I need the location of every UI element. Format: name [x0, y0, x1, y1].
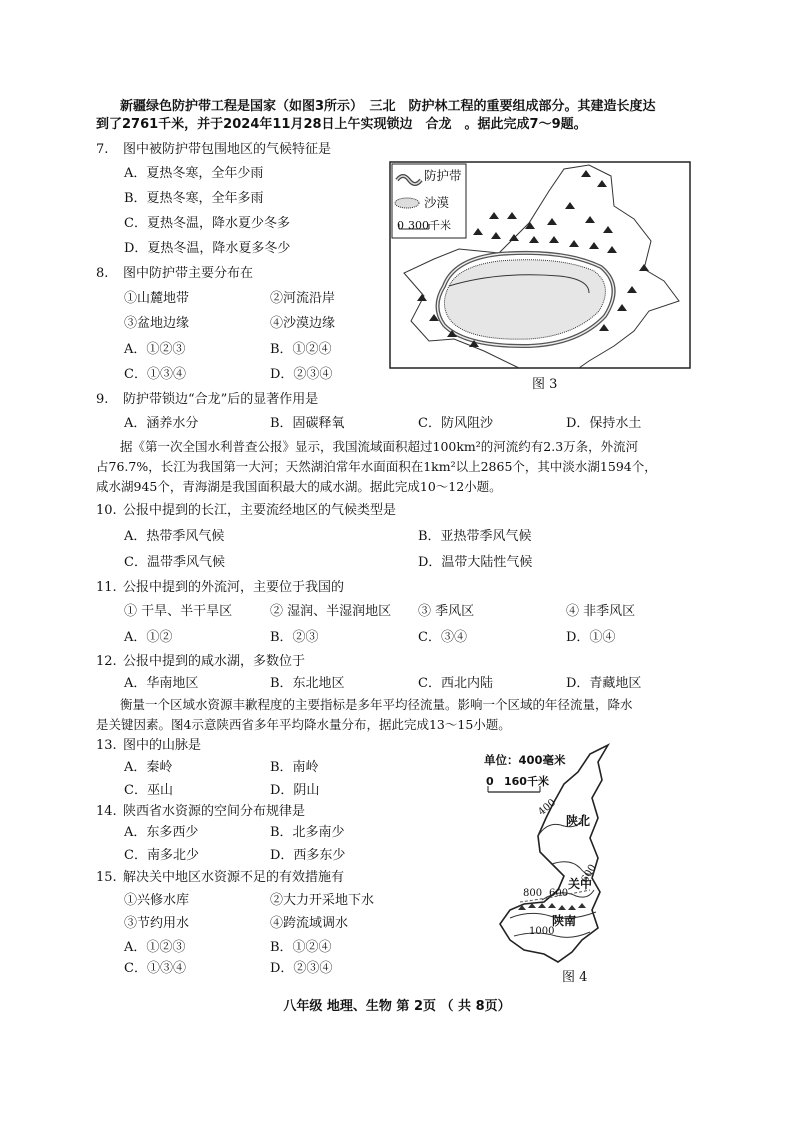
- q11-item-3: ③ 季风区: [418, 604, 475, 619]
- q13-number: 13.: [96, 738, 117, 753]
- q15-item-3: ③节约用水: [124, 916, 190, 931]
- q15-option-a[interactable]: A．①②③: [124, 940, 186, 955]
- q12-option-a[interactable]: A．华南地区: [124, 676, 199, 691]
- isohyet-600-a: 600: [579, 862, 599, 885]
- q7-stem: 图中被防护带包围地区的气候特征是: [123, 142, 332, 157]
- q13-stem: 图中的山脉是: [123, 738, 202, 753]
- intro1-line1: 新疆绿色防护带工程是国家（如图3所示） 三北 防护林工程的重要组成部分。其建造长度达: [120, 99, 656, 114]
- figure-4-caption: 图 4: [562, 970, 588, 985]
- q8-item-2: ②河流沿岸: [270, 291, 336, 306]
- figure-3-caption: 图 3: [532, 377, 558, 392]
- q14-option-d[interactable]: D．西多东少: [270, 848, 346, 863]
- q11-option-d[interactable]: D．①④: [566, 630, 616, 645]
- intro2-line2: 占76.7%，长江为我国第一大河；天然湖泊常年水面面积在1km²以上2865个，其中淡水湖1594个，: [96, 459, 657, 474]
- q13-option-d[interactable]: D．阴山: [270, 783, 320, 798]
- region-shaannan: 陕南: [552, 914, 577, 928]
- region-guanzhong: 关中: [568, 877, 593, 891]
- region-shaanbei: 陕北: [566, 814, 591, 828]
- q10-option-d[interactable]: D．温带大陆性气候: [418, 555, 533, 570]
- intro2-line3: 咸水湖945个，青海湖是我国面积最大的咸水湖。据此完成10～12小题。: [96, 479, 502, 494]
- q11-option-b[interactable]: B．②③: [270, 630, 319, 645]
- q15-option-d[interactable]: D．②③④: [270, 961, 333, 976]
- q7-option-a[interactable]: A．夏热冬寒，全年少雨: [124, 166, 264, 181]
- q8-option-a[interactable]: A．①②③: [124, 342, 186, 357]
- q13-option-b[interactable]: B．南岭: [270, 760, 319, 775]
- q8-option-c[interactable]: C．①③④: [124, 367, 186, 382]
- q9-option-b[interactable]: B．固碳释氧: [270, 416, 345, 431]
- fig4-scale-zero: 0: [486, 775, 494, 788]
- q9-option-d[interactable]: D．保持水土: [566, 416, 642, 431]
- q8-option-d[interactable]: D．②③④: [270, 367, 333, 382]
- q8-stem: 图中防护带主要分布在: [123, 266, 254, 281]
- q9-option-c[interactable]: C．防风阻沙: [418, 416, 493, 431]
- fig3-scale-label: 300千米: [408, 219, 451, 232]
- q15-item-1: ①兴修水库: [124, 893, 190, 908]
- fig4-scale-label: 160千米: [504, 775, 549, 788]
- q13-option-a[interactable]: A．秦岭: [124, 760, 173, 775]
- isohyet-400: 400: [536, 797, 559, 818]
- isohyet-800: 800: [523, 888, 543, 899]
- q11-item-1: ① 干旱、半干旱区: [124, 604, 233, 619]
- q10-option-a[interactable]: A．热带季风气候: [124, 529, 225, 544]
- isohyet-600-b: 600: [549, 888, 569, 899]
- intro3-line1: 衡量一个区域水资源丰歉程度的主要指标是多年平均径流量。影响一个区域的年径流量，降水: [120, 697, 633, 712]
- q12-option-d[interactable]: D．青藏地区: [566, 676, 642, 691]
- q11-item-4: ④ 非季风区: [566, 604, 636, 619]
- q8-item-3: ③盆地边缘: [124, 316, 190, 331]
- isohyet-1000: 1000: [529, 926, 555, 937]
- intro1-line2: 到了2761千米，并于2024年11月28日上午实现锁边 合龙 。据此完成7～9题。: [96, 117, 587, 132]
- q7-option-b[interactable]: B．夏热冬寒，全年多雨: [124, 191, 264, 206]
- q8-number: 8.: [96, 266, 109, 281]
- q7-option-c[interactable]: C．夏热冬温，降水夏少冬多: [124, 216, 290, 231]
- q14-number: 14.: [96, 804, 117, 819]
- q13-option-c[interactable]: C．巫山: [124, 783, 173, 798]
- q10-number: 10.: [96, 503, 117, 518]
- q7-number: 7.: [96, 142, 109, 157]
- q11-stem: 公报中提到的外流河，主要位于我国的: [123, 580, 345, 595]
- q14-option-c[interactable]: C．南多北少: [124, 848, 199, 863]
- legend-belt-label: 防护带: [424, 168, 462, 183]
- q14-stem: 陕西省水资源的空间分布规律是: [123, 804, 306, 819]
- q15-stem: 解决关中地区水资源不足的有效措施有: [123, 870, 345, 885]
- q10-stem: 公报中提到的长江，主要流经地区的气候类型是: [123, 503, 397, 518]
- legend-desert-label: 沙漠: [424, 195, 450, 210]
- q8-item-4: ④沙漠边缘: [270, 316, 336, 331]
- q9-stem: 防护带锁边“合龙”后的显著作用是: [123, 392, 319, 407]
- q9-option-a[interactable]: A．涵养水分: [124, 416, 199, 431]
- q11-item-2: ② 湿润、半湿润地区: [270, 604, 392, 619]
- intro2-line1: 据《第一次全国水利普查公报》显示，我国流域面积超过100km²的河流约有2.3万条，外流河: [120, 439, 639, 454]
- q10-option-b[interactable]: B．亚热带季风气候: [418, 529, 532, 544]
- q15-number: 15.: [96, 870, 117, 885]
- figure-3-map: [389, 161, 691, 369]
- q11-option-c[interactable]: C．③④: [418, 630, 467, 645]
- q15-option-b[interactable]: B．①②④: [270, 940, 332, 955]
- q12-stem: 公报中提到的咸水湖，多数位于: [123, 654, 306, 669]
- q15-option-c[interactable]: C．①③④: [124, 961, 186, 976]
- q8-item-1: ①山麓地带: [124, 291, 190, 306]
- fig4-unit-label: 单位：400毫米: [484, 753, 566, 767]
- q15-item-4: ④跨流域调水: [270, 916, 349, 931]
- q11-option-a[interactable]: A．①②: [124, 630, 173, 645]
- q12-option-c[interactable]: C．西北内陆: [418, 676, 493, 691]
- intro3-line2: 是关键因素。图4示意陕西省多年平均降水量分布，据此完成13～15小题。: [96, 717, 511, 732]
- page-footer: 八年级 地理、生物 第 2页 （ 共 8页）: [283, 999, 511, 1014]
- q12-number: 12.: [96, 654, 117, 669]
- q7-option-d[interactable]: D．夏热冬温，降水夏多冬少: [124, 241, 291, 256]
- q14-option-b[interactable]: B．北多南少: [270, 825, 345, 840]
- q9-number: 9.: [96, 392, 109, 407]
- fig3-scale-zero: 0: [397, 219, 404, 232]
- q12-option-b[interactable]: B．东北地区: [270, 676, 345, 691]
- q8-option-b[interactable]: B．①②④: [270, 342, 332, 357]
- q11-number: 11.: [96, 580, 117, 595]
- q10-option-c[interactable]: C．温带季风气候: [124, 555, 225, 570]
- q15-item-2: ②大力开采地下水: [270, 893, 375, 908]
- q14-option-a[interactable]: A．东多西少: [124, 825, 199, 840]
